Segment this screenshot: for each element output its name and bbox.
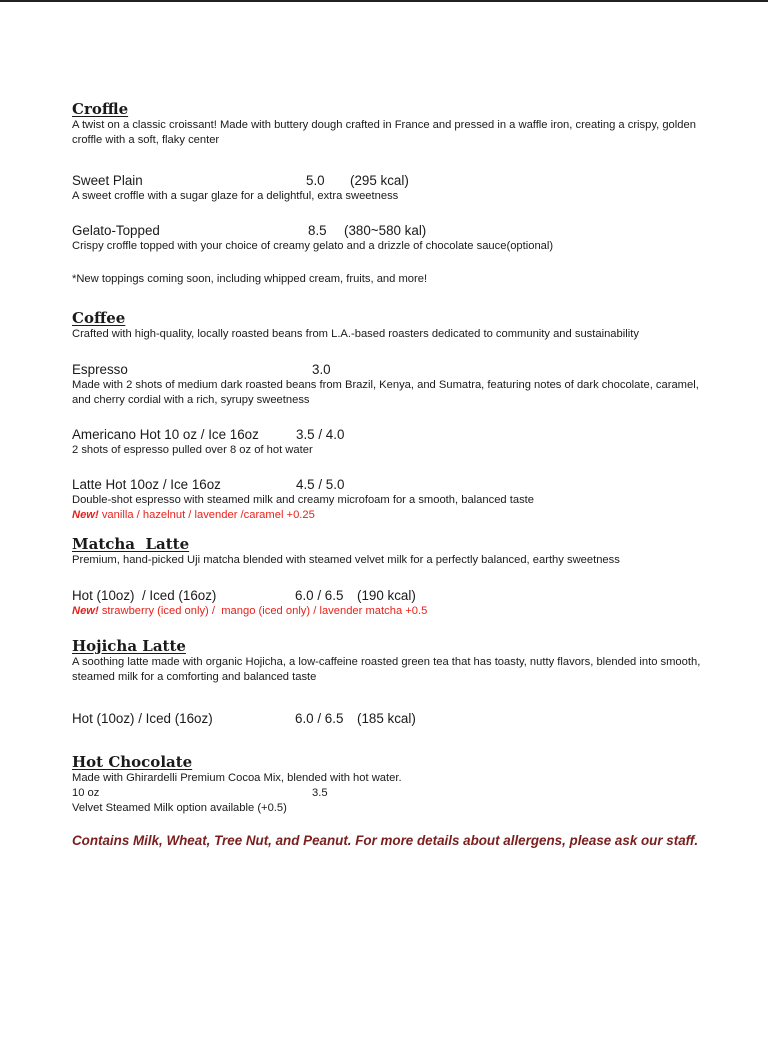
item-name: Americano Hot 10 oz / Ice 16oz <box>72 427 259 442</box>
matcha-description: Premium, hand-picked Uji matcha blended with steamed velvet milk for a perfectly balanced, earthy sweetness <box>72 554 620 566</box>
menu-page <box>72 100 712 850</box>
new-flavors-text: strawberry (iced only) / mango (iced only) / lavender matcha +0.5 <box>98 605 428 617</box>
item-price: 6.0 / 6.5 <box>295 711 344 726</box>
item-description: Double-shot espresso with steamed milk and creamy microfoam for a smooth, balanced taste <box>72 494 535 506</box>
toppings-note: *New toppings coming soon, including whipped cream, fruits, and more! <box>72 273 428 285</box>
item-description: Crispy croffle topped with your choice of creamy gelato and a drizzle of chocolate sauce(optional) <box>72 240 554 252</box>
item-price: 5.0 <box>306 173 325 188</box>
section-title-coffee: Coffee <box>72 309 126 327</box>
item-description: 2 shots of espresso pulled over 8 oz of hot water <box>72 444 313 456</box>
menu-item-sweet-plain <box>72 172 712 189</box>
milk-option-note: Velvet Steamed Milk option available (+0.5) <box>72 802 287 814</box>
item-description: A sweet croffle with a sugar glaze for a delightful, extra sweetness <box>72 190 399 202</box>
item-name: Sweet Plain <box>72 173 143 188</box>
item-name: Latte Hot 10oz / Ice 16oz <box>72 477 221 492</box>
menu-item-matcha-latte <box>72 587 712 604</box>
item-size: 10 oz <box>72 787 100 799</box>
item-name: Gelato-Topped <box>72 223 160 238</box>
item-kcal: (380~580 kal) <box>344 223 427 238</box>
item-price: 3.0 <box>312 362 331 377</box>
item-name: Hot (10oz) / Iced (16oz) <box>72 711 213 726</box>
item-price: 3.5 / 4.0 <box>296 427 345 442</box>
item-kcal: (185 kcal) <box>357 711 416 726</box>
coffee-description: Crafted with high-quality, locally roasted beans from L.A.-based roasters dedicated to community and sustainability <box>72 328 639 340</box>
item-description: Made with 2 shots of medium dark roasted beans from Brazil, Kenya, and Sumatra, featuring notes of dark chocolate, caramel, and cherry cordial with a rich, syrupy sweetness <box>72 379 699 406</box>
latte-new-flavors <box>72 508 712 523</box>
menu-item-latte <box>72 476 712 493</box>
item-kcal: (190 kcal) <box>357 588 416 603</box>
new-flavors-text: vanilla / hazelnut / lavender /caramel +0.25 <box>98 509 315 521</box>
allergen-notice: Contains Milk, Wheat, Tree Nut, and Peanut. For more details about allergens, please ask our staff. <box>72 833 699 848</box>
new-badge: New! <box>72 605 99 617</box>
item-name: Espresso <box>72 362 128 377</box>
croffle-description: A twist on a classic croissant! Made with buttery dough crafted in France and pressed in a waffle iron, creating a crispy, golden croffle with a soft, flaky center <box>72 119 696 146</box>
menu-item-hojicha-latte <box>72 710 712 727</box>
item-kcal: (295 kcal) <box>350 173 409 188</box>
new-badge: New! <box>72 509 99 521</box>
item-price: 3.5 <box>312 787 328 799</box>
section-title-matcha-latte: Matcha Latte <box>72 535 190 553</box>
section-title-croffle: Croffle <box>72 100 129 118</box>
hojicha-description: A soothing latte made with organic Hojicha, a low-caffeine roasted green tea that has toasty, nutty flavors, blended into smooth, steamed milk for a comforting and balanced taste <box>72 656 701 683</box>
top-border <box>0 0 768 2</box>
item-name: Hot (10oz) / Iced (16oz) <box>72 588 217 603</box>
menu-item-hot-chocolate <box>72 786 712 801</box>
section-title-hojicha-latte: Hojicha Latte <box>72 637 186 655</box>
menu-item-gelato-topped <box>72 222 712 239</box>
section-title-hot-chocolate: Hot Chocolate <box>72 753 193 771</box>
matcha-new-flavors <box>72 604 712 619</box>
item-price: 4.5 / 5.0 <box>296 477 345 492</box>
hot-chocolate-description: Made with Ghirardelli Premium Cocoa Mix, blended with hot water. <box>72 772 402 784</box>
item-price: 6.0 / 6.5 <box>295 588 344 603</box>
item-price: 8.5 <box>308 223 327 238</box>
menu-item-americano <box>72 426 712 443</box>
menu-item-espresso <box>72 361 712 378</box>
